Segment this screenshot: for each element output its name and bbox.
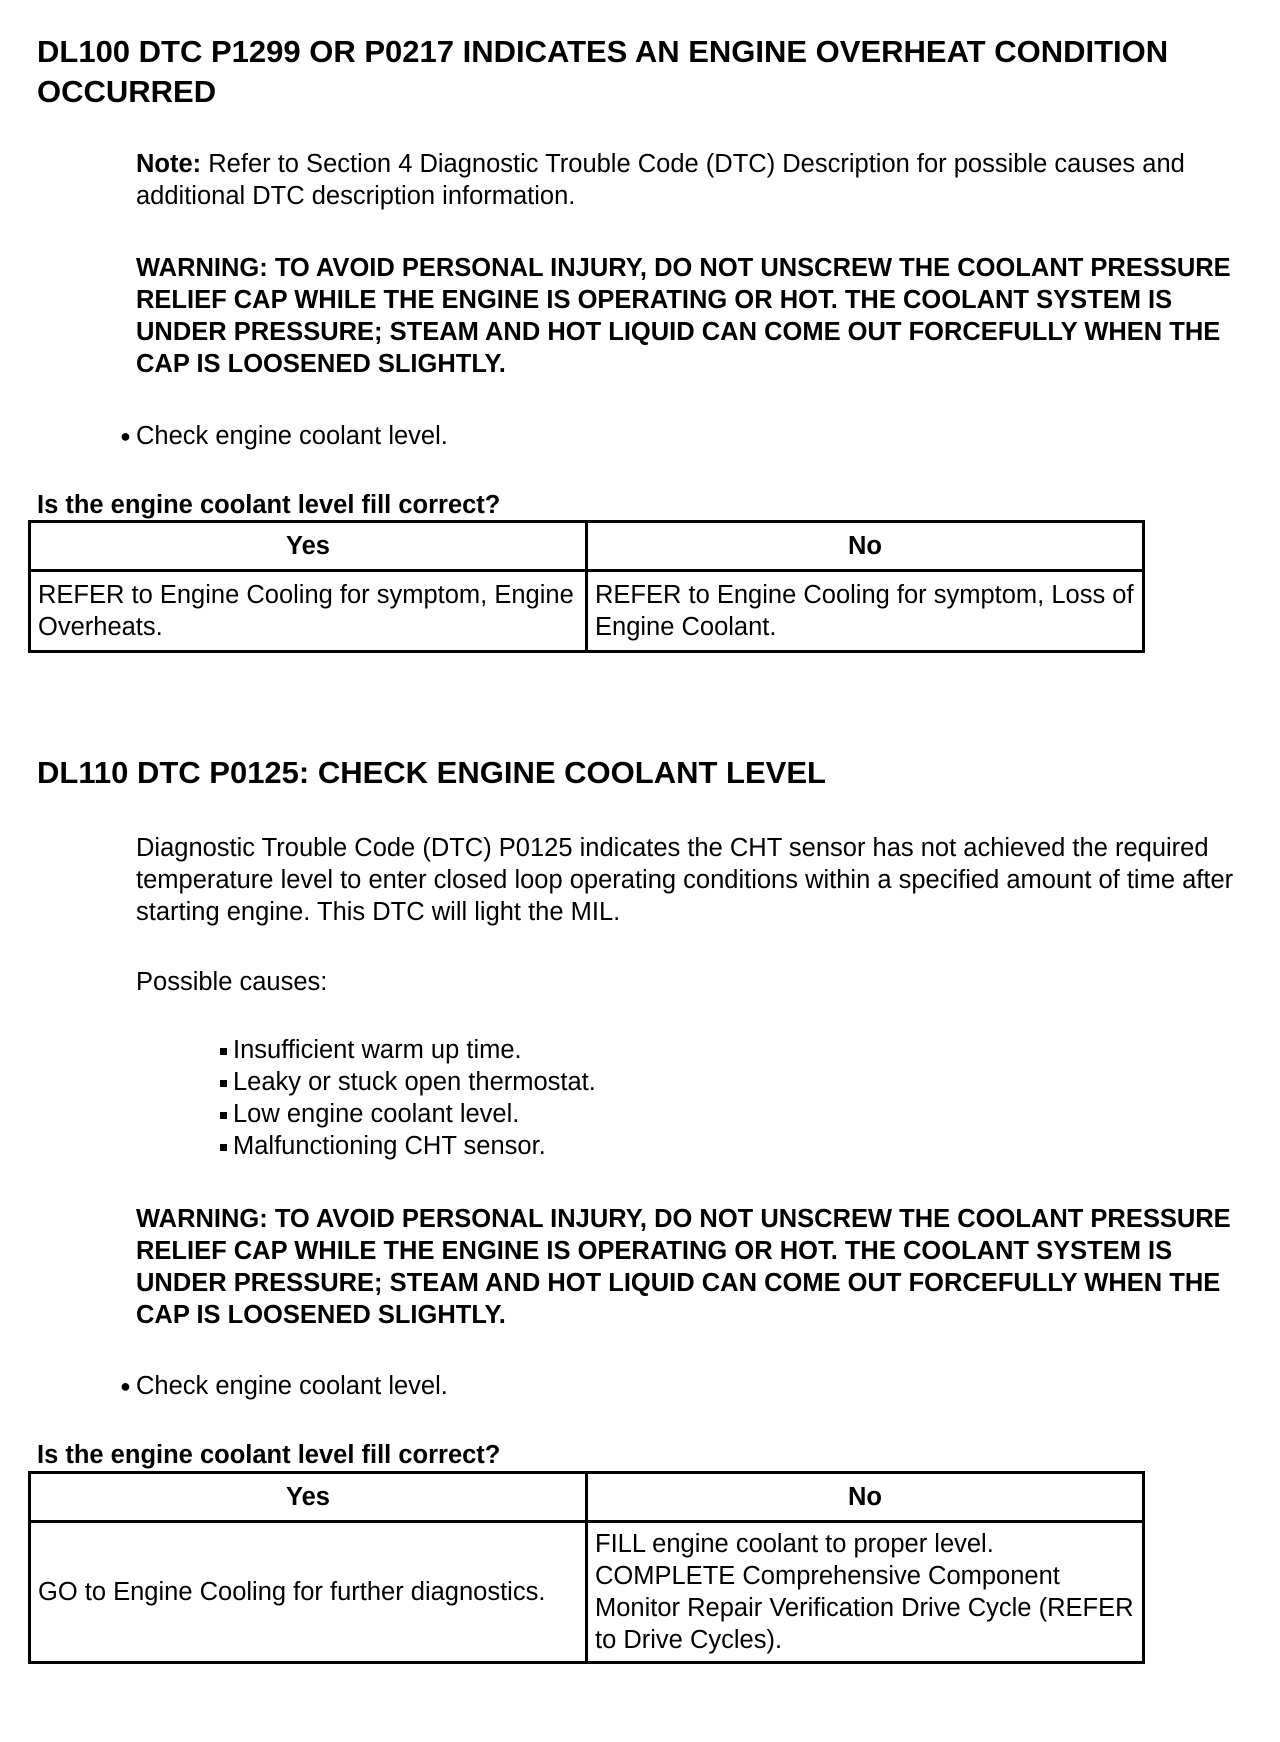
section1-heading: DL100 DTC P1299 OR P0217 INDICATES AN ENGINE OVERHEAT CONDITION OCCURRED (37, 34, 1169, 109)
note-text: Refer to Section 4 Diagnostic Trouble Code (DTC) Description for possible causes and additional DTC description information. (136, 150, 1185, 210)
no-header: No (587, 522, 1144, 571)
no-cell: REFER to Engine Cooling for symptom, Loss of Engine Coolant. (587, 571, 1144, 652)
bullet-dot-icon: ● (120, 426, 131, 446)
section2-question: Is the engine coolant level fill correct? (37, 1441, 501, 1469)
square-bullet-icon (220, 1080, 227, 1087)
section1-question: Is the engine coolant level fill correct? (37, 491, 501, 519)
list-item: Low engine coolant level. (220, 1098, 596, 1130)
section2-heading: DL110 DTC P0125: CHECK ENGINE COOLANT LEVEL (37, 755, 826, 790)
section2-warning: WARNING: TO AVOID PERSONAL INJURY, DO NOT UNSCREW THE COOLANT PRESSURE RELIEF CAP WHILE THE ENGINE IS OPERATING OR HOT. THE COOLANT SYSTEM IS UNDER PRESSURE; STEAM AND HOT LIQUID CAN COME OUT FORCEFULLY WHEN THE CAP IS LOOSENED SLIGHTLY. (136, 1205, 1231, 1329)
yes-header: Yes (30, 1473, 587, 1522)
check-step-text: Check engine coolant level. (136, 422, 448, 450)
list-item: Leaky or stuck open thermostat. (220, 1066, 596, 1098)
square-bullet-icon (220, 1144, 227, 1151)
no-header: No (587, 1473, 1144, 1522)
section1-decision-table (28, 520, 1145, 653)
possible-causes-label: Possible causes: (136, 968, 328, 996)
section2-description: Diagnostic Trouble Code (DTC) P0125 indicates the CHT sensor has not achieved the required temperature level to enter closed loop operating conditions within a specified amount of time after starting engine. This DTC will light the MIL. (136, 834, 1234, 926)
section1-check-step (120, 420, 448, 452)
section1-note (136, 148, 1246, 212)
section2-decision-table (28, 1471, 1145, 1664)
bullet-dot-icon: ● (120, 1376, 131, 1396)
section2-check-step (120, 1370, 448, 1402)
yes-cell: GO to Engine Cooling for further diagnostics. (30, 1522, 587, 1663)
yes-header: Yes (30, 522, 587, 571)
no-cell: FILL engine coolant to proper level. COMPLETE Comprehensive Component Monitor Repair Verification Drive Cycle (REFER to Drive Cycles). (587, 1522, 1144, 1663)
list-item: Insufficient warm up time. (220, 1034, 596, 1066)
list-item: Malfunctioning CHT sensor. (220, 1130, 596, 1162)
possible-causes-list (220, 1034, 596, 1162)
yes-cell: REFER to Engine Cooling for symptom, Engine Overheats. (30, 571, 587, 652)
section1-warning: WARNING: TO AVOID PERSONAL INJURY, DO NOT UNSCREW THE COOLANT PRESSURE RELIEF CAP WHILE THE ENGINE IS OPERATING OR HOT. THE COOLANT SYSTEM IS UNDER PRESSURE; STEAM AND HOT LIQUID CAN COME OUT FORCEFULLY WHEN THE CAP IS LOOSENED SLIGHTLY. (136, 254, 1231, 378)
note-label: Note: (136, 150, 202, 178)
square-bullet-icon (220, 1112, 227, 1119)
square-bullet-icon (220, 1048, 227, 1055)
check-step-text: Check engine coolant level. (136, 1372, 448, 1400)
